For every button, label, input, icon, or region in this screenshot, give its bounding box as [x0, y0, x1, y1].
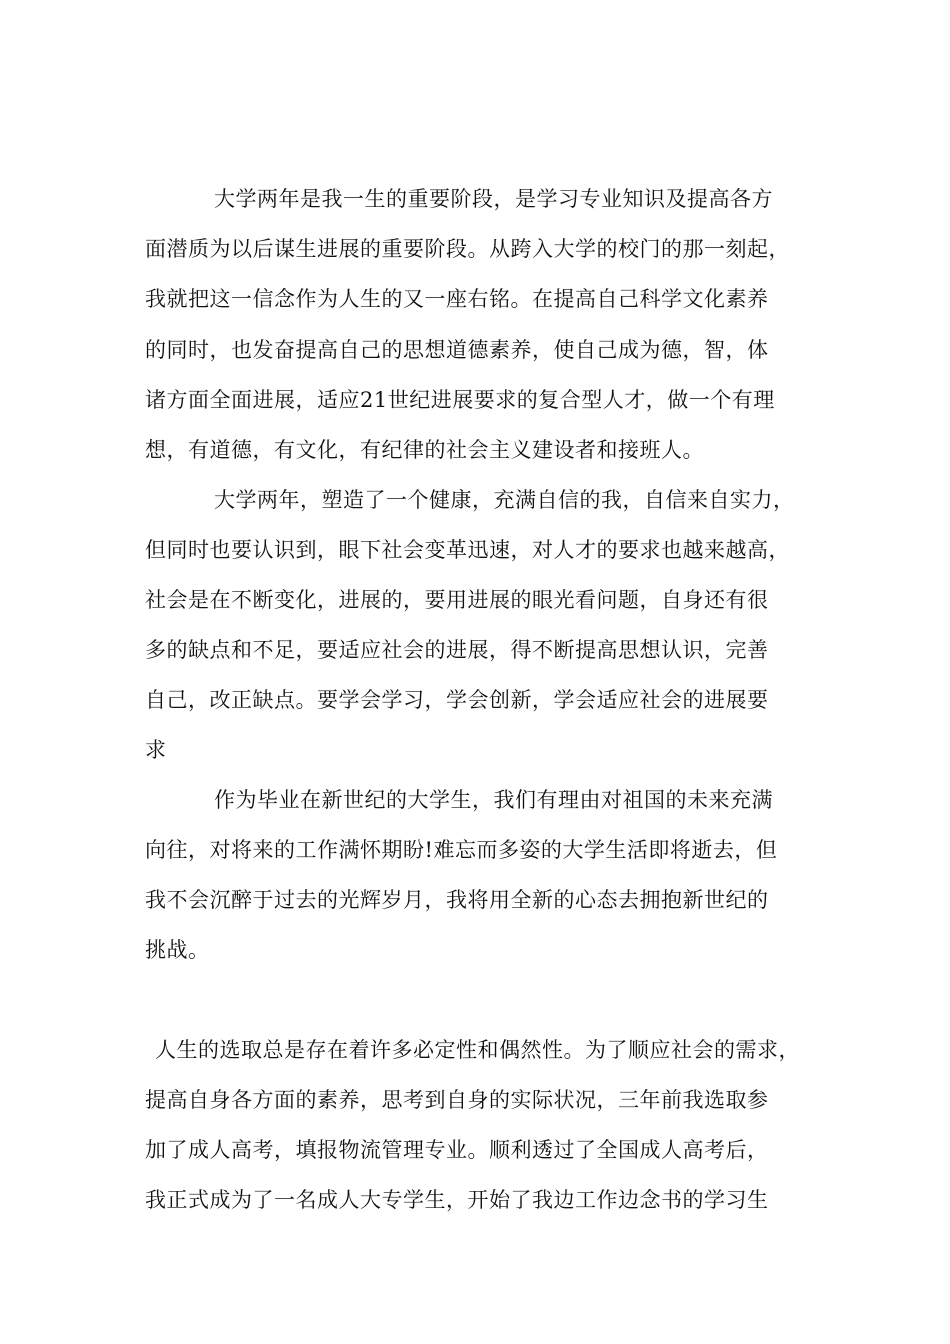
- paragraph-1-line-2: 面潜质为以后谋生进展的重要阶段。从跨入大学的校门的那一刻起，: [145, 237, 790, 261]
- paragraph-4-line-2: 提高自身各方面的素养，思考到自身的实际状况，三年前我选取参: [145, 1088, 769, 1112]
- paragraph-2-line-4: 多的缺点和不足，要适应社会的进展，得不断提高思想认识，完善: [145, 638, 769, 662]
- paragraph-1-line-4: 的同时，也发奋提高自己的思想道德素养，使自己成为德，智，体: [145, 338, 769, 362]
- paragraph-3-line-2: 向往，对将来的工作满怀期盼!难忘而多姿的大学生活即将逝去，但: [145, 838, 778, 862]
- paragraph-4-line-3: 加了成人高考，填报物流管理专业。顺利透过了全国成人高考后，: [145, 1138, 769, 1162]
- paragraph-1-line-1: 大学两年是我一生的重要阶段，是学习专业知识及提高各方: [214, 187, 773, 211]
- paragraph-2-line-3: 社会是在不断变化，进展的，要用进展的眼光看问题，自身还有很: [145, 588, 769, 612]
- paragraph-2-line-6: 求: [145, 738, 167, 762]
- paragraph-1-line-3: 我就把这一信念作为人生的又一座右铭。在提高自己科学文化素养: [145, 287, 769, 311]
- paragraph-1-line-5: 诸方面全面进展，适应21世纪进展要求的复合型人才，做一个有理: [145, 388, 775, 412]
- paragraph-2-line-5: 自己，改正缺点。要学会学习，学会创新，学会适应社会的进展要: [145, 688, 769, 712]
- paragraph-1-line-6: 想，有道德，有文化，有纪律的社会主义建设者和接班人。: [145, 438, 704, 462]
- paragraph-3-line-1: 作为毕业在新世纪的大学生，我们有理由对祖国的未来充满: [214, 788, 773, 812]
- paragraph-4-line-1: 人生的选取总是存在着许多必定性和偶然性。为了顺应社会的需求，: [155, 1038, 800, 1062]
- paragraph-2-line-2: 但同时也要认识到，眼下社会变革迅速，对人才的要求也越来越高，: [145, 538, 790, 562]
- paragraph-3-line-4: 挑战。: [145, 938, 210, 962]
- paragraph-3-line-3: 我不会沉醉于过去的光辉岁月，我将用全新的心态去拥抱新世纪的: [145, 888, 769, 912]
- paragraph-2-line-1: 大学两年，塑造了一个健康，充满自信的我，自信来自实力，: [214, 488, 795, 512]
- paragraph-4-line-4: 我正式成为了一名成人大专学生，开始了我边工作边念书的学习生: [145, 1188, 769, 1212]
